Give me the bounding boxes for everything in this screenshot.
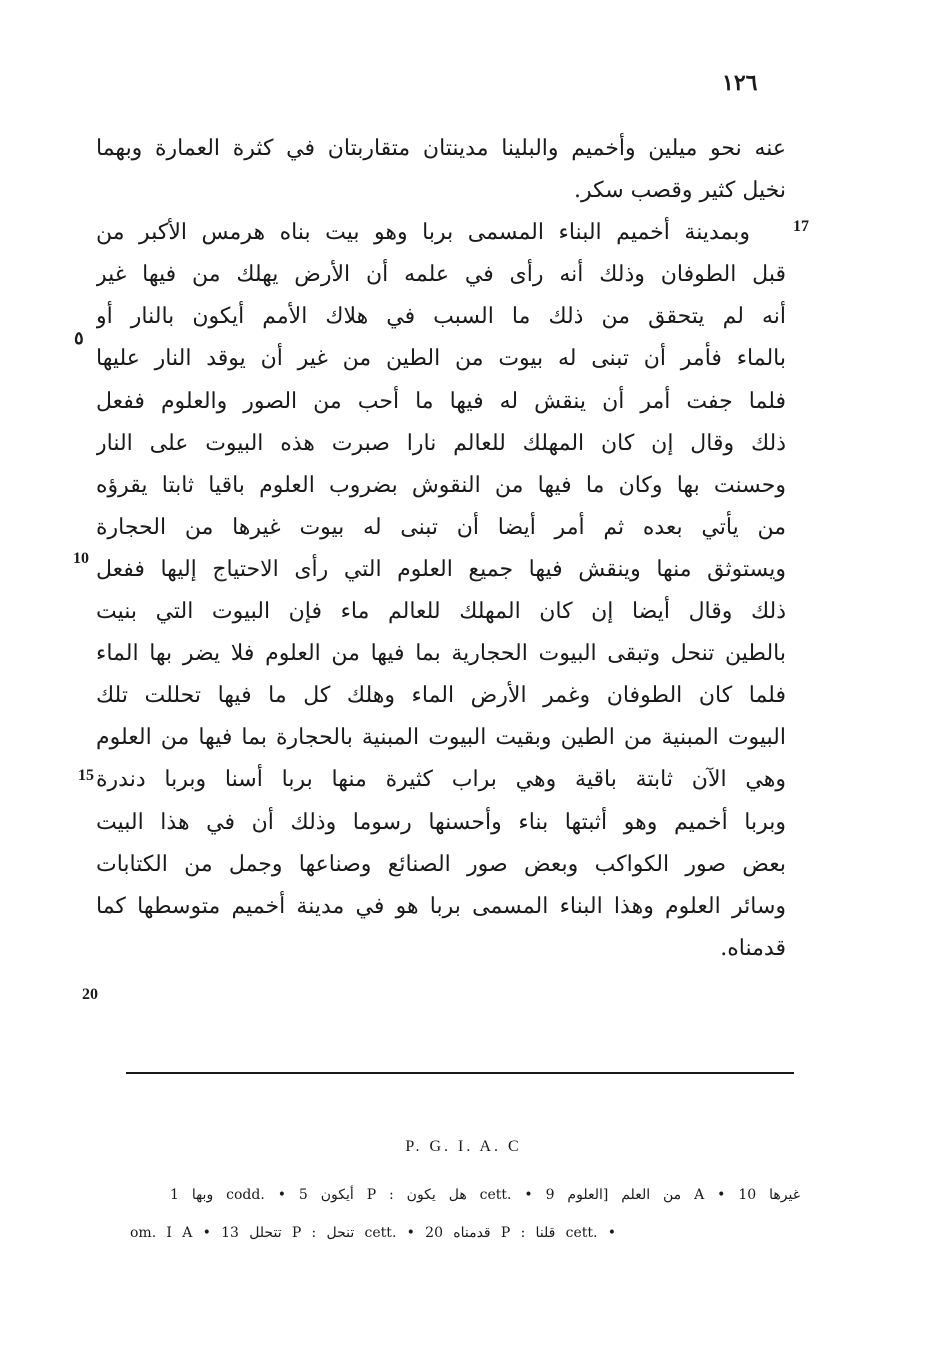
text-line-20: قدمناه. xyxy=(720,935,786,961)
page-number: ١٢٦ xyxy=(722,70,758,96)
text-line-2: نخيل كثير وقصب سكر. xyxy=(573,178,786,204)
text-line-4: قبل الطوفان وذلك أنه رأى في علمه أن الأرض يهلك من فيها غير xyxy=(96,262,786,288)
text-line-15: البيوت المبنية من الطين وبقيت البيوت المبنية بالحجارة بما فيها من العلوم xyxy=(96,725,786,751)
text-line-9: وحسنت بها وكان ما فيها من النقوش بضروب العلوم باقيا ثابتا يقرؤه xyxy=(96,472,786,498)
text-line-7: فلما جفت أمر أن ينقش له فيها ما أحب من الصور والعلوم ففعل xyxy=(96,388,786,414)
text-line-8: ذلك وقال إن كان المهلك للعالم نارا صبرت هذه البيوت على النار xyxy=(96,430,786,456)
text-line-3: وبمدينة أخميم البناء المسمى بربا وهو بيت بناه هرمس الأكبر من xyxy=(96,220,750,246)
line-number-15: 15 xyxy=(78,767,94,784)
text-line-19: وسائر العلوم وهذا البناء المسمى بربا هو في مدينة أخميم متوسطها كما xyxy=(96,893,786,919)
main-text xyxy=(96,128,786,970)
apparatus-line-1: غيرها 10 • A من العلم [العلوم 9 • .cett هل يكون : P أيكون 5 • .codd وبها 1 xyxy=(170,1187,801,1203)
line-number-5: ٥ xyxy=(74,328,84,348)
text-line-6: بالماء فأمر أن تبنى له بيوت من الطين من غير أن يوقد النار عليها xyxy=(96,346,786,372)
text-line-1: عنه نحو ميلين وأخميم والبلينا مدينتان متقاربتان في كثرة العمارة وبهما xyxy=(96,136,786,161)
line-number-20: 20 xyxy=(82,986,98,1003)
text-line-10: من يأتي بعده ثم أمر أيضا أن تبنى له بيوت غيرها من الحجارة xyxy=(96,514,786,540)
line-number-10: 10 xyxy=(73,550,89,567)
text-line-12: ذلك وقال أيضا إن كان المهلك للعالم ماء فإن البيوت التي بنيت xyxy=(96,599,786,625)
text-line-17: وبربا أخميم وهو أثبتها بناء وأحسنها رسوما وذلك أن في هذا البيت xyxy=(96,809,786,835)
text-line-13: بالطين تنحل وتبقى البيوت الحجارية بما فيها من العلوم فلا يضر بها الماء xyxy=(96,641,786,667)
section-number: 17 xyxy=(793,218,809,235)
manuscript-sigla: P. G. I. A. C xyxy=(405,1138,522,1155)
text-line-5: أنه لم يتحقق من ذلك ما السبب في هلاك الأمم أيكون بالنار أو xyxy=(96,304,786,330)
text-line-11: ويستوثق منها وينقش فيها جميع العلوم التي رأى الاحتياج إليها ففعل xyxy=(96,556,786,582)
text-line-14: فلما كان الطوفان وغمر الأرض الماء وهلك كل ما فيها تحللت تلك xyxy=(96,683,786,709)
text-line-18: بعض صور الكواكب وبعض صور الصنائع وصناعها وجمل من الكتابات xyxy=(96,851,786,877)
footnote-divider xyxy=(126,1072,794,1074)
text-line-16: وهي الآن ثابتة باقية وهي براب كثيرة منها بربا أسنا وبربا دندرة xyxy=(96,767,786,793)
apparatus-line-2: • .cett قلنا : P قدمناه 20 • .cett تنحل : P تتحلل 13 • om. I A xyxy=(130,1225,617,1241)
